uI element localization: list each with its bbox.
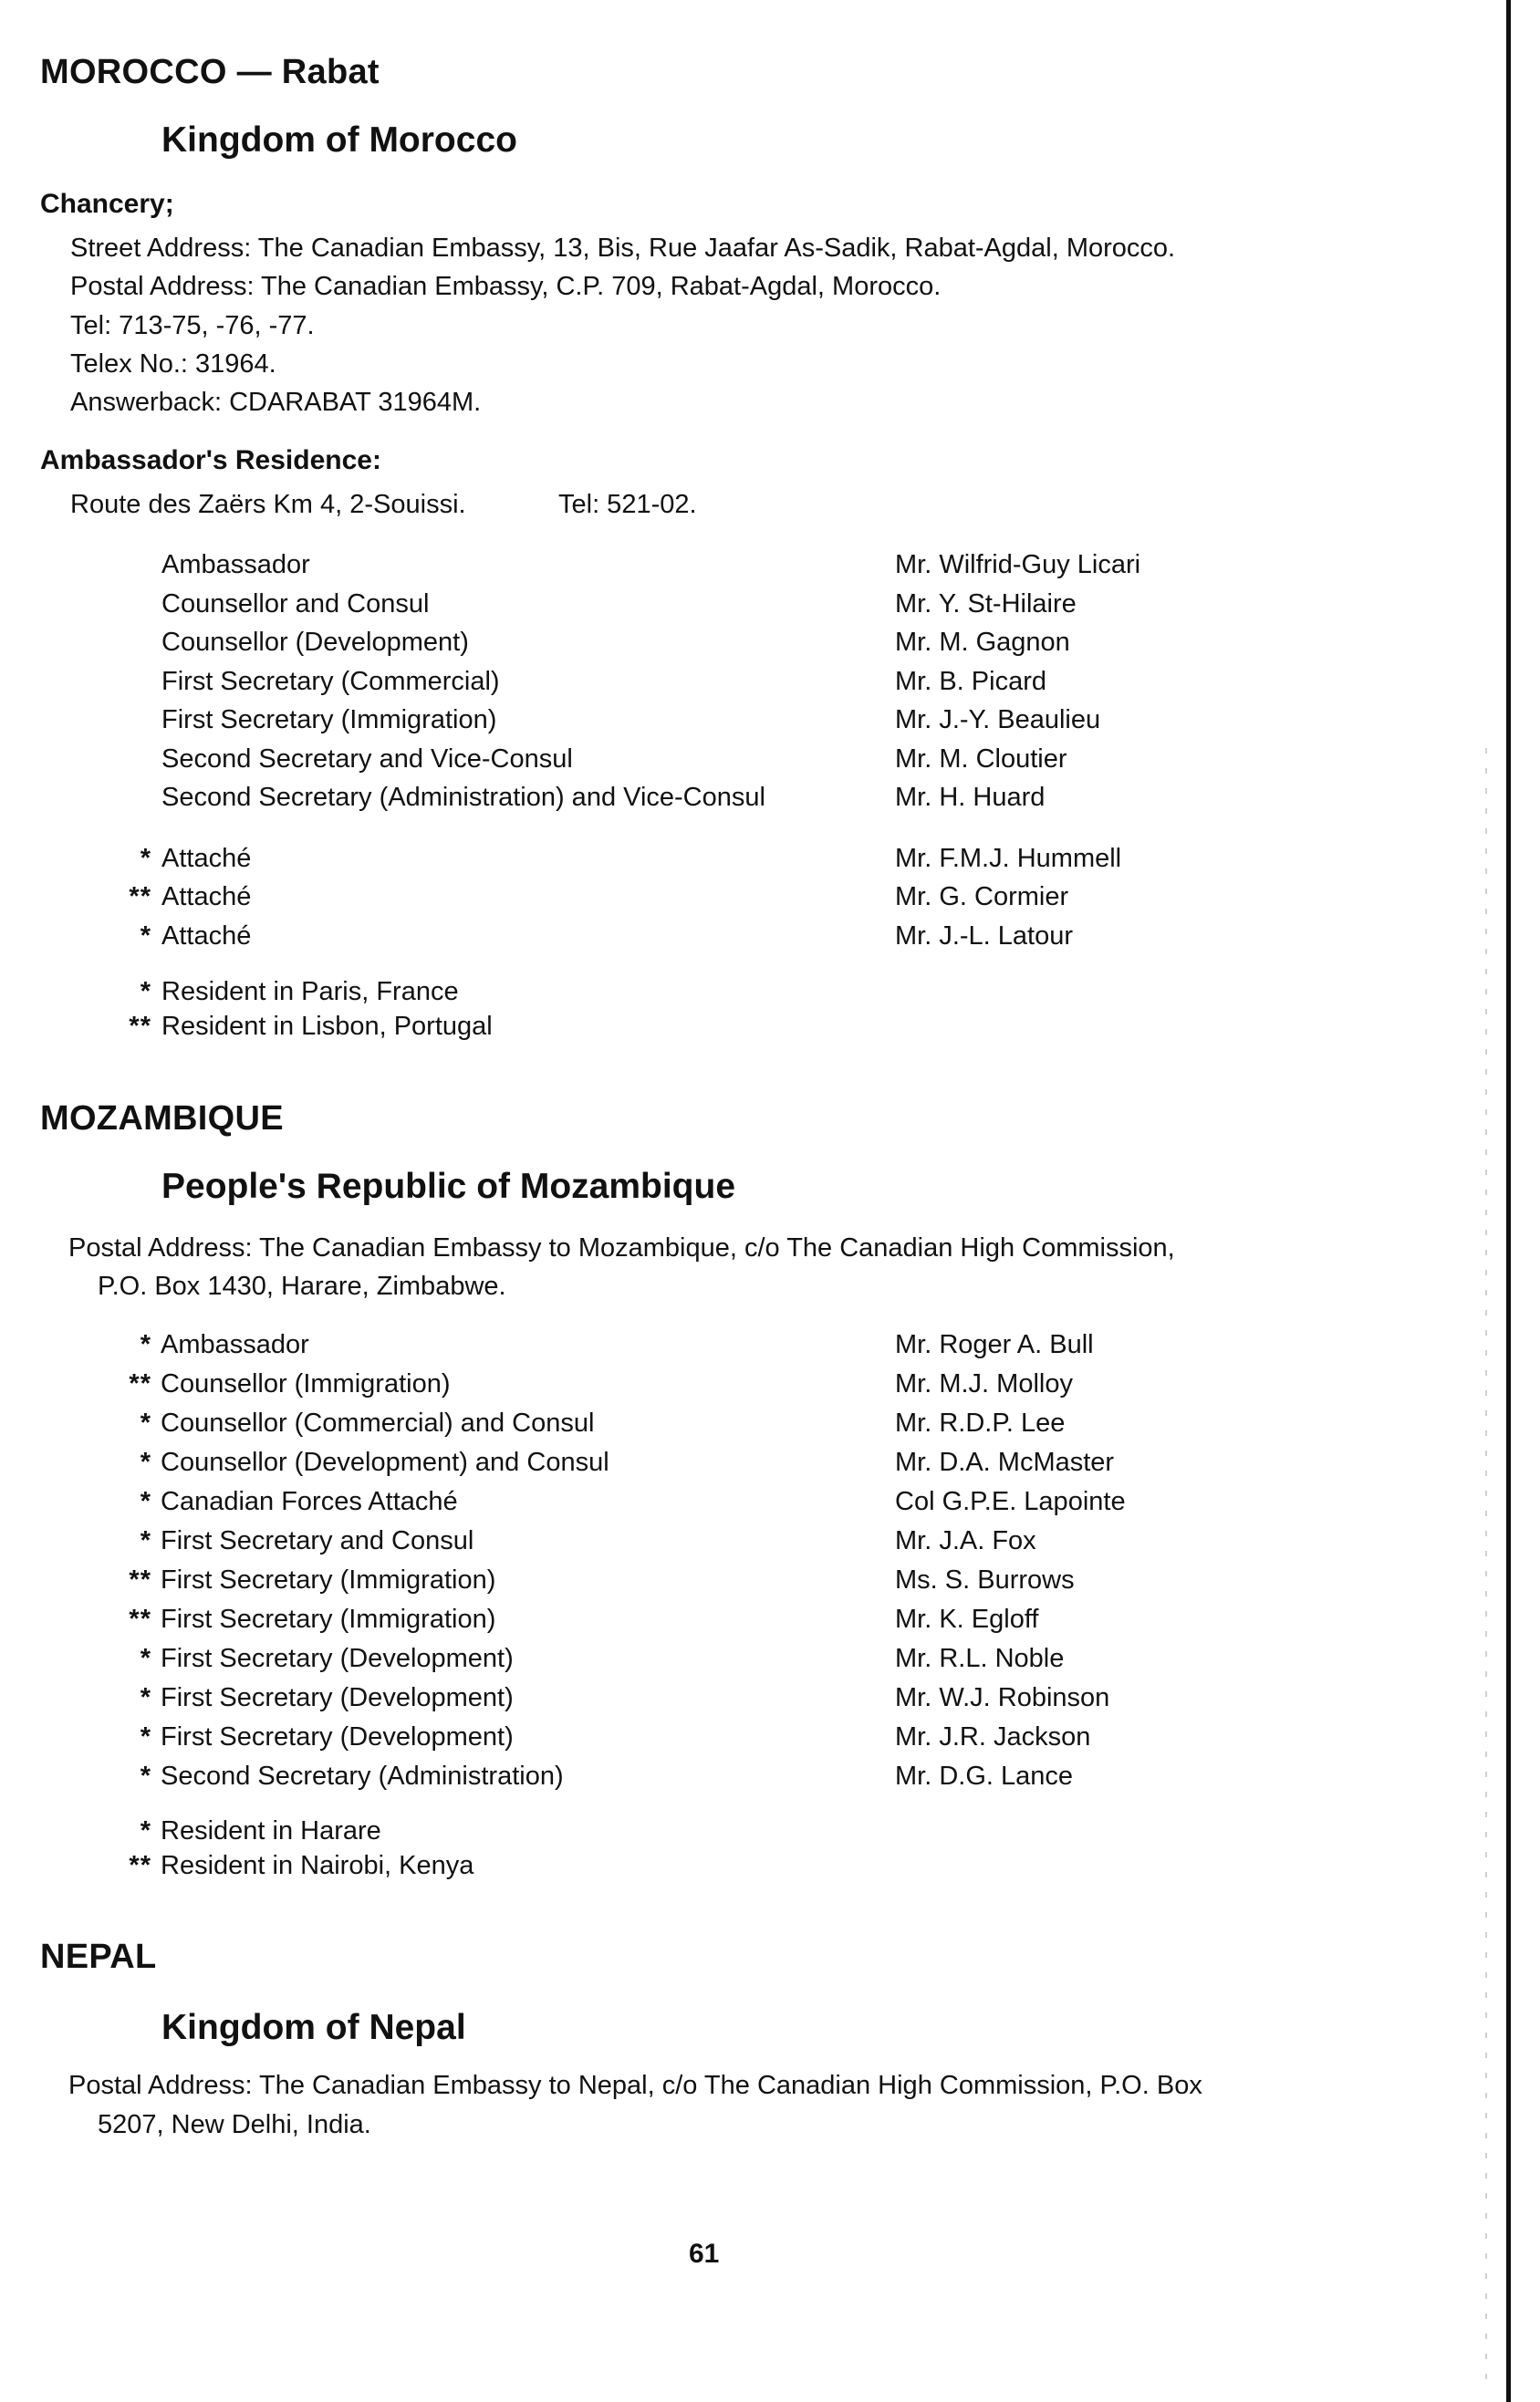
- staff-title: Counsellor (Development): [161, 628, 469, 657]
- footnote-marker: **: [129, 1012, 151, 1041]
- staff-name: Mr. G. Cormier: [895, 882, 1069, 911]
- formal-name-morocco: Kingdom of Morocco: [161, 120, 517, 160]
- staff-name: Mr. R.D.P. Lee: [895, 1409, 1066, 1438]
- country-heading-morocco: MOROCCO — Rabat: [40, 53, 380, 91]
- staff-name: Ms. S. Burrows: [895, 1565, 1075, 1595]
- staff-name: Mr. F.M.J. Hummell: [895, 844, 1122, 873]
- staff-title: First Secretary (Commercial): [161, 667, 500, 696]
- footnote-marker: *: [140, 921, 151, 951]
- footnote-marker: *: [140, 1683, 151, 1712]
- staff-name: Mr. M. Gagnon: [895, 628, 1070, 657]
- footnote-marker: *: [140, 977, 151, 1006]
- address-line: Telex No.: 31964.: [70, 349, 276, 379]
- staff-name: Mr. M.J. Molloy: [895, 1369, 1073, 1399]
- staff-title: Second Secretary and Vice-Consul: [161, 744, 573, 774]
- address-line: Postal Address: The Canadian Embassy, C.P. 709, Rabat-Agdal, Morocco.: [70, 272, 942, 301]
- address-line: P.O. Box 1430, Harare, Zimbabwe.: [98, 1272, 506, 1301]
- staff-name: Mr. D.G. Lance: [895, 1762, 1074, 1791]
- footnote-marker: *: [140, 1722, 151, 1752]
- address-line: Postal Address: The Canadian Embassy to Nepal, c/o The Canadian High Commission, P.O. Box: [68, 2071, 1202, 2100]
- footnote-marker: **: [129, 1369, 151, 1399]
- footnote-marker: **: [129, 1851, 151, 1880]
- page-number: 61: [689, 2239, 720, 2269]
- residence-address: Route des Zaërs Km 4, 2-Souissi.: [70, 490, 466, 519]
- address-line: Answerback: CDARABAT 31964M.: [70, 388, 482, 417]
- country-heading-mozambique: MOZAMBIQUE: [40, 1099, 284, 1138]
- footnote-marker: **: [129, 882, 151, 911]
- staff-title: First Secretary (Development): [161, 1683, 514, 1712]
- staff-name: Col G.P.E. Lapointe: [895, 1487, 1126, 1516]
- address-line: Street Address: The Canadian Embassy, 13, Bis, Rue Jaafar As-Sadik, Rabat-Agdal, Morocco.: [70, 234, 1176, 263]
- staff-title: First Secretary (Immigration): [161, 1565, 496, 1595]
- staff-title: Canadian Forces Attaché: [161, 1487, 458, 1516]
- staff-title: Ambassador: [161, 1330, 309, 1359]
- footnote-text: Resident in Nairobi, Kenya: [161, 1851, 474, 1880]
- staff-title: Ambassador: [161, 550, 310, 579]
- footnote-marker: *: [140, 844, 151, 873]
- staff-name: Mr. Roger A. Bull: [895, 1330, 1094, 1359]
- staff-name: Mr. J.A. Fox: [895, 1526, 1036, 1555]
- staff-name: Mr. J.-Y. Beaulieu: [895, 705, 1101, 734]
- address-line: Tel: 713-75, -76, -77.: [70, 311, 315, 340]
- staff-name: Mr. R.L. Noble: [895, 1644, 1065, 1673]
- footnote-marker: *: [140, 1526, 151, 1555]
- footnote-marker: *: [140, 1487, 151, 1516]
- footnote-marker: *: [140, 1762, 151, 1791]
- staff-name: Mr. D.A. McMaster: [895, 1448, 1115, 1477]
- staff-name: Mr. M. Cloutier: [895, 744, 1067, 774]
- staff-title: Second Secretary (Administration): [161, 1762, 564, 1791]
- page-edge-shadow: [1485, 748, 1487, 2390]
- staff-title: Counsellor (Commercial) and Consul: [161, 1409, 595, 1438]
- staff-title: First Secretary (Immigration): [161, 1605, 496, 1634]
- formal-name-nepal: Kingdom of Nepal: [161, 2008, 466, 2047]
- staff-title: Counsellor (Immigration): [161, 1369, 451, 1399]
- staff-name: Mr. J.R. Jackson: [895, 1722, 1091, 1752]
- staff-name: Mr. H. Huard: [895, 783, 1046, 812]
- footnote-marker: *: [140, 1816, 151, 1846]
- staff-title: First Secretary (Immigration): [161, 705, 497, 734]
- address-line: Postal Address: The Canadian Embassy to Mozambique, c/o The Canadian High Commission,: [68, 1233, 1175, 1263]
- address-line: 5207, New Delhi, India.: [98, 2110, 371, 2139]
- staff-name: Mr. K. Egloff: [895, 1605, 1039, 1634]
- staff-title: Counsellor (Development) and Consul: [161, 1448, 609, 1477]
- formal-name-mozambique: People's Republic of Mozambique: [161, 1167, 736, 1206]
- staff-name: Mr. J.-L. Latour: [895, 921, 1074, 951]
- staff-title: Counsellor and Consul: [161, 589, 430, 619]
- staff-name: Mr. B. Picard: [895, 667, 1046, 696]
- footnote-marker: *: [140, 1644, 151, 1673]
- staff-title: First Secretary (Development): [161, 1722, 514, 1752]
- footnote-marker: **: [129, 1565, 151, 1595]
- staff-name: Mr. Y. St-Hilaire: [895, 589, 1077, 619]
- footnote-marker: **: [129, 1605, 151, 1634]
- staff-title: Second Secretary (Administration) and Vice-Consul: [161, 783, 765, 812]
- residence-heading: Ambassador's Residence:: [40, 445, 381, 475]
- country-heading-nepal: NEPAL: [40, 1938, 157, 1976]
- chancery-heading: Chancery;: [40, 189, 174, 219]
- footnote-marker: *: [140, 1409, 151, 1438]
- staff-title: Attaché: [161, 882, 252, 911]
- staff-name: Mr. Wilfrid-Guy Licari: [895, 550, 1141, 579]
- footnote-text: Resident in Lisbon, Portugal: [161, 1012, 493, 1041]
- staff-title: Attaché: [161, 921, 252, 951]
- footnote-text: Resident in Harare: [161, 1816, 381, 1846]
- staff-title: Attaché: [161, 844, 252, 873]
- residence-telephone: Tel: 521-02.: [558, 490, 697, 519]
- footnote-marker: *: [140, 1448, 151, 1477]
- footnote-marker: *: [140, 1330, 151, 1359]
- footnote-text: Resident in Paris, France: [161, 977, 459, 1006]
- staff-title: First Secretary (Development): [161, 1644, 514, 1673]
- page-binding-edge: [1506, 0, 1511, 2402]
- staff-name: Mr. W.J. Robinson: [895, 1683, 1110, 1712]
- staff-title: First Secretary and Consul: [161, 1526, 474, 1555]
